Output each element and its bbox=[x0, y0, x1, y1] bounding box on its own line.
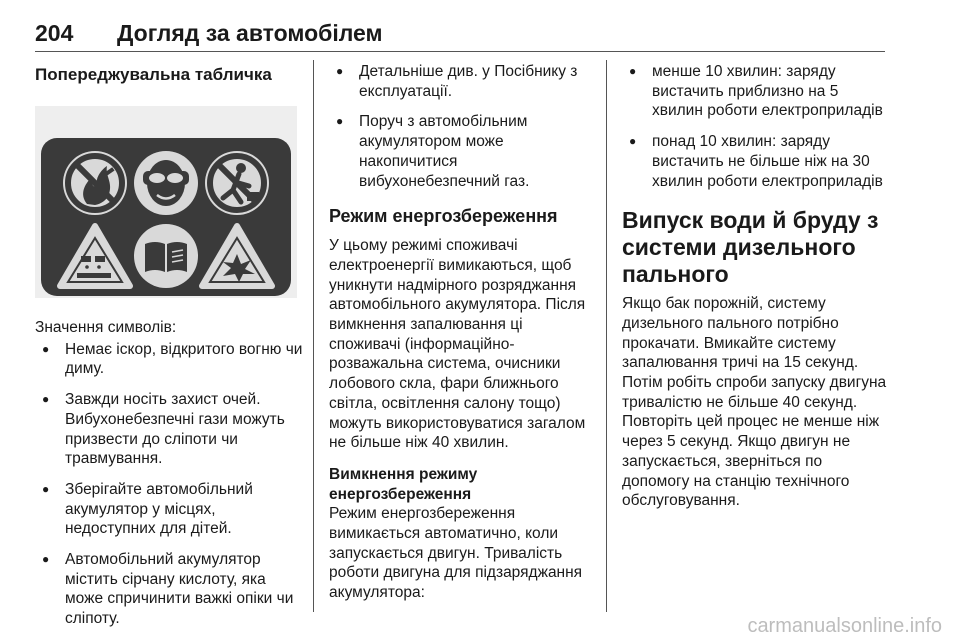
section-heading-diesel-bleeding: Випуск води й бруду з системи дизельного пального bbox=[622, 207, 879, 288]
column-3 bbox=[622, 62, 890, 511]
column-2 bbox=[329, 62, 591, 603]
section-heading-energy-saving: Режим енергозбереження bbox=[329, 206, 558, 227]
list-item: ● понад 10 хвилин: заряду вистачить не більше ніж на 30 хвилин роботи електроприладів bbox=[622, 132, 890, 191]
diesel-bleeding-text: Якщо бак порожній, систему дизельного пального потрібно прокачати. Вмикайте систему запалювання тричі на 15 секунд. Потім робіть спроби запуску двигуна тривалістю не більше 40 секунд. Повторіть цей процес не менше ніж через 5 секунд. Якщо двигун не запускається, зверніться по допомогу на станцію технічного обслуговування. bbox=[622, 295, 887, 510]
list-item: ● Немає іскор, відкритого вогню чи диму. bbox=[35, 340, 303, 379]
watermark: carmanualsonline.info bbox=[747, 615, 942, 637]
chapter-title: Догляд за автомобілем bbox=[117, 20, 383, 46]
list-item: ● Детальніше див. у Посібнику з експлуатації. bbox=[329, 62, 591, 101]
subheading-disable-energy-saving: Вимкнення режиму енергозбереження bbox=[329, 465, 478, 503]
eye-protection-icon bbox=[134, 151, 198, 215]
page-number: 204 bbox=[35, 20, 74, 46]
column-1 bbox=[35, 62, 303, 640]
page-header bbox=[35, 18, 885, 52]
column-divider-2 bbox=[606, 60, 607, 612]
no-fire-icon bbox=[63, 151, 127, 215]
list-item: ● Завжди носіть захист очей. Вибухонебезпечні гази можуть призвести до сліпоти чи травмування. bbox=[35, 390, 303, 469]
warning-label-title: Попереджувальна табличка bbox=[35, 65, 272, 84]
list-item: ● Поруч з автомобільним акумулятором може накопичитися вибухонебезпечний газ. bbox=[329, 112, 591, 191]
read-manual-icon bbox=[134, 224, 198, 288]
symbols-legend-intro: Значення символів: bbox=[35, 319, 177, 336]
symbols-legend-list bbox=[35, 340, 303, 629]
header-rule bbox=[35, 51, 885, 52]
charge-duration-list bbox=[622, 62, 890, 191]
list-item: ● менше 10 хвилин: заряду вистачить приблизно на 5 хвилин роботи електроприладів bbox=[622, 62, 890, 121]
disable-energy-saving-text: Режим енергозбереження вимикається автоматично, коли запускається двигун. Тривалість роботи двигуна для підзаряджання акумулятора: bbox=[329, 505, 583, 602]
keep-children-away-icon bbox=[205, 151, 269, 215]
symbols-legend-list-continued bbox=[329, 62, 591, 191]
battery-warning-label-graphic bbox=[35, 106, 297, 298]
list-item: ● Зберігайте автомобільний акумулятор у місцях, недоступних для дітей. bbox=[35, 480, 303, 539]
list-item: ● Автомобільний акумулятор містить сірчану кислоту, яка може спричинити важкі опіки чи сліпоту. bbox=[35, 550, 303, 629]
energy-saving-text: У цьому режимі споживачі електроенергії вимикаються, щоб уникнути надмірного розряджання автомобільного акумулятора. Після вимкнення запалювання ці споживачі (інформаційно-розважальна система, очисники лобового скла, фари ближнього світла, освітлення салону тощо) можуть використовуватися загалом не більше ніж 40 хвилин. bbox=[329, 237, 586, 452]
column-divider-1 bbox=[313, 60, 314, 612]
